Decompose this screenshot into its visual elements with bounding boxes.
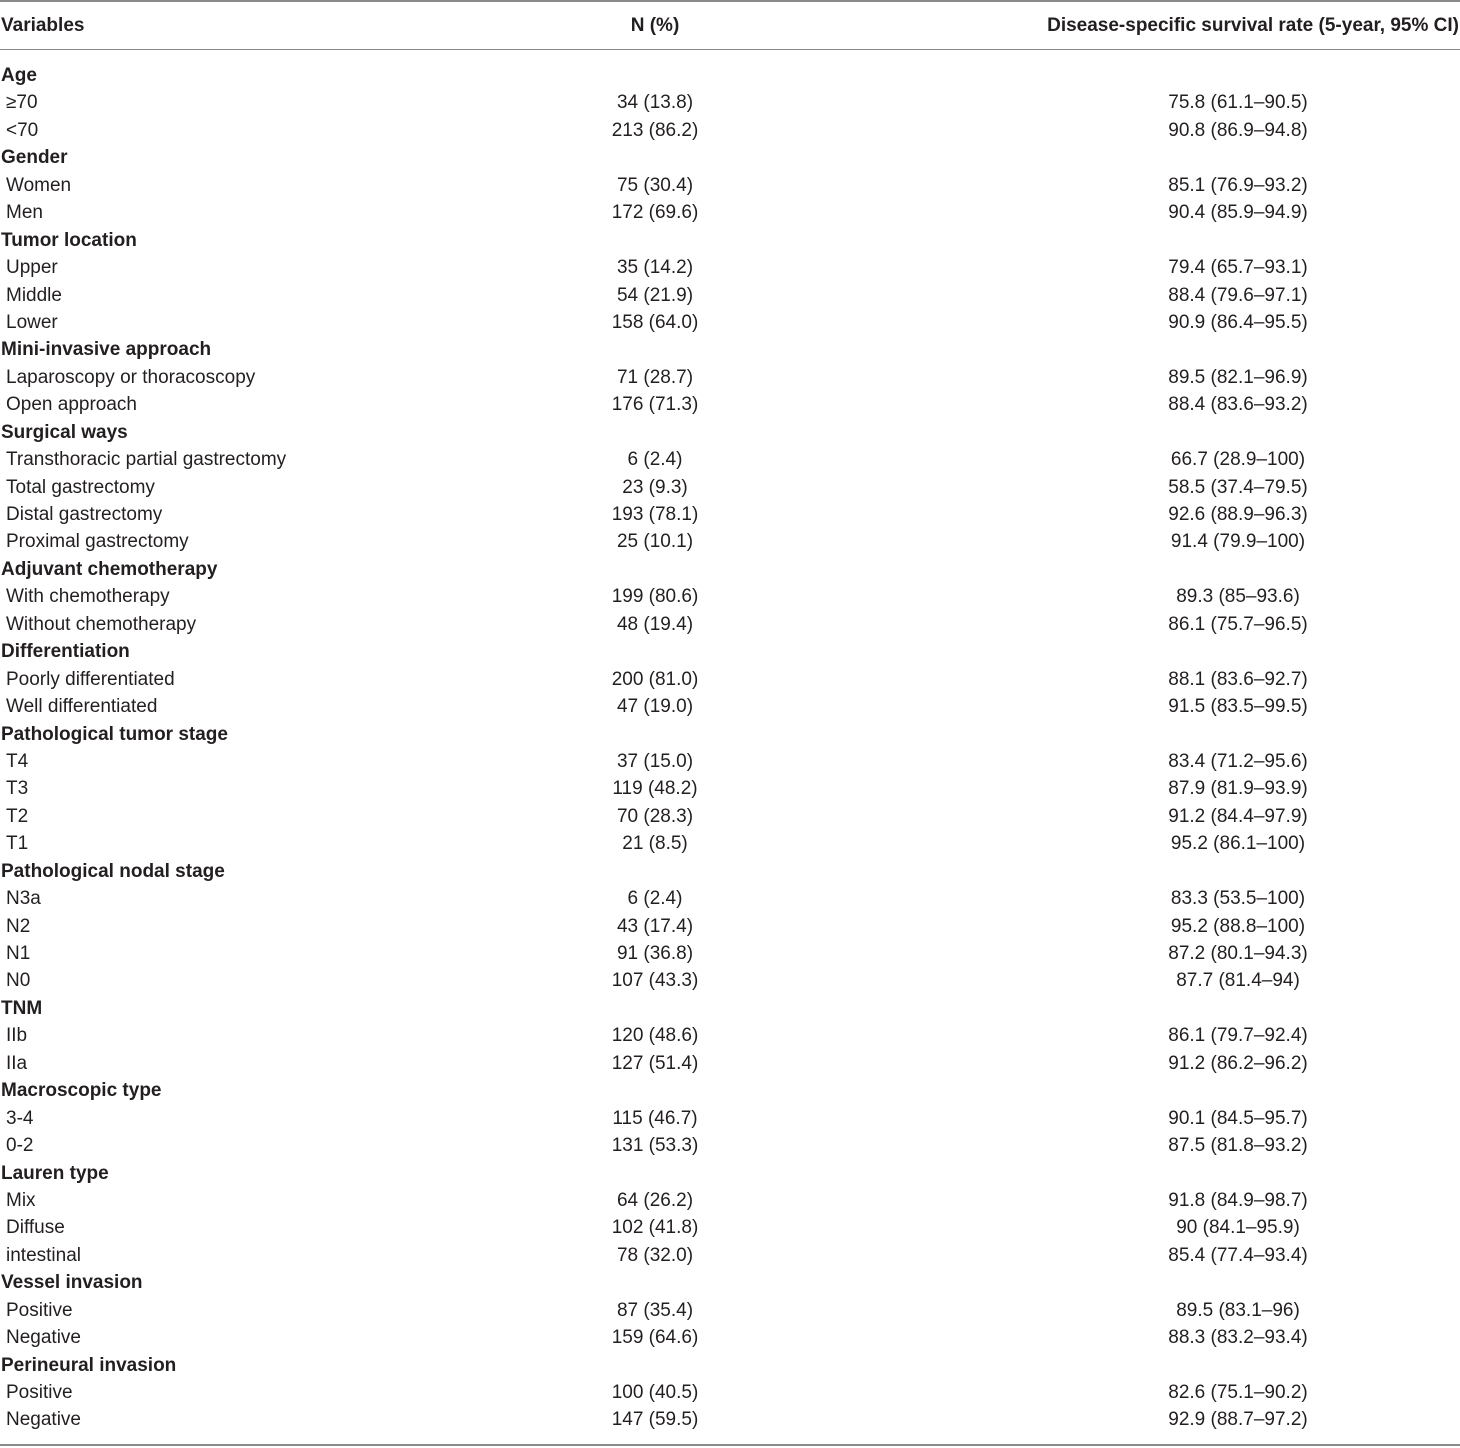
table-row bbox=[0, 913, 1460, 940]
table-header-rule bbox=[0, 49, 1460, 50]
row-label: ≥70 bbox=[6, 92, 38, 114]
row-dss: 88.1 (83.6–92.7) bbox=[1168, 668, 1308, 690]
group-row bbox=[0, 62, 1460, 89]
table-row bbox=[0, 885, 1460, 912]
group-row bbox=[0, 1269, 1460, 1296]
table-bottom-rule bbox=[0, 1444, 1460, 1446]
row-label: N3a bbox=[6, 888, 41, 910]
row-n-percent: 23 (9.3) bbox=[622, 476, 688, 498]
table-row bbox=[0, 117, 1460, 144]
row-label: Transthoracic partial gastrectomy bbox=[6, 449, 287, 471]
group-label: Lauren type bbox=[1, 1162, 109, 1184]
row-n-percent: 34 (13.8) bbox=[616, 92, 694, 114]
row-dss: 87.2 (80.1–94.3) bbox=[1168, 943, 1308, 964]
row-label: Positive bbox=[6, 1299, 73, 1321]
row-dss: 91.2 (86.2–96.2) bbox=[1168, 1052, 1308, 1074]
row-dss: 66.7 (28.9–100) bbox=[1170, 449, 1306, 471]
table-row bbox=[0, 583, 1460, 610]
table-row bbox=[0, 1187, 1460, 1214]
row-n-percent: 54 (21.9) bbox=[616, 284, 694, 306]
row-dss: 88.3 (83.2–93.4) bbox=[1168, 1327, 1308, 1349]
row-n-percent: 64 (26.2) bbox=[616, 1189, 694, 1211]
row-n-percent: 91 (36.8) bbox=[616, 943, 694, 964]
row-n-percent: 115 (46.7) bbox=[612, 1107, 698, 1129]
row-label: With chemotherapy bbox=[6, 586, 170, 608]
row-label: T4 bbox=[6, 750, 29, 772]
group-row bbox=[0, 227, 1460, 254]
table-row bbox=[0, 967, 1460, 994]
row-label: 0-2 bbox=[6, 1135, 34, 1157]
row-label: N1 bbox=[6, 943, 31, 964]
row-dss: 91.4 (79.9–100) bbox=[1170, 531, 1306, 553]
row-n-percent: 127 (51.4) bbox=[611, 1052, 699, 1074]
table-row bbox=[0, 830, 1460, 857]
row-n-percent: 102 (41.8) bbox=[611, 1217, 699, 1239]
row-n-percent: 70 (28.3) bbox=[616, 805, 694, 827]
row-dss: 87.5 (81.8–93.2) bbox=[1168, 1135, 1308, 1157]
group-label: Pathological nodal stage bbox=[1, 860, 225, 882]
row-dss: 88.4 (83.6–93.2) bbox=[1168, 394, 1308, 416]
row-n-percent: 176 (71.3) bbox=[611, 394, 699, 416]
row-n-percent: 159 (64.6) bbox=[611, 1327, 699, 1349]
table-row bbox=[0, 1324, 1460, 1351]
row-label: Negative bbox=[6, 1327, 81, 1349]
row-n-percent: 107 (43.3) bbox=[611, 970, 699, 992]
row-n-percent: 47 (19.0) bbox=[616, 696, 694, 718]
table-row bbox=[0, 1214, 1460, 1241]
row-dss: 89.5 (83.1–96) bbox=[1176, 1299, 1300, 1321]
group-label: TNM bbox=[1, 997, 43, 1019]
group-label: Tumor location bbox=[1, 229, 137, 251]
row-label: Without chemotherapy bbox=[6, 613, 197, 635]
row-n-percent: 43 (17.4) bbox=[616, 915, 694, 937]
row-label: N0 bbox=[6, 970, 31, 992]
row-label: Mix bbox=[6, 1189, 36, 1211]
row-label: T2 bbox=[6, 805, 29, 827]
row-n-percent: 87 (35.4) bbox=[616, 1299, 694, 1321]
group-row bbox=[0, 144, 1460, 171]
table-row bbox=[0, 666, 1460, 693]
group-row bbox=[0, 858, 1460, 885]
group-label: Pathological tumor stage bbox=[1, 723, 228, 745]
row-label: Laparoscopy or thoracoscopy bbox=[6, 366, 256, 388]
row-dss: 90.9 (86.4–95.5) bbox=[1168, 311, 1308, 333]
row-label: intestinal bbox=[6, 1244, 81, 1266]
row-n-percent: 6 (2.4) bbox=[627, 449, 683, 471]
table-row bbox=[0, 1406, 1460, 1433]
row-label: IIa bbox=[6, 1052, 28, 1074]
row-n-percent: 75 (30.4) bbox=[616, 174, 694, 196]
table-row bbox=[0, 748, 1460, 775]
table-row bbox=[0, 446, 1460, 473]
row-dss: 86.1 (79.7–92.4) bbox=[1168, 1025, 1308, 1047]
row-dss: 82.6 (75.1–90.2) bbox=[1168, 1382, 1308, 1403]
group-label: Surgical ways bbox=[1, 421, 128, 443]
row-label: Upper bbox=[6, 257, 58, 279]
row-label: <70 bbox=[6, 119, 39, 141]
table-header-row bbox=[0, 2, 1460, 49]
row-n-percent: 172 (69.6) bbox=[611, 202, 699, 224]
table-body bbox=[0, 62, 1460, 1434]
row-dss: 90.8 (86.9–94.8) bbox=[1168, 119, 1308, 141]
row-dss: 86.1 (75.7–96.5) bbox=[1168, 613, 1308, 635]
row-dss: 89.5 (82.1–96.9) bbox=[1168, 366, 1308, 388]
row-label: Total gastrectomy bbox=[6, 476, 155, 498]
table-row bbox=[0, 1022, 1460, 1049]
group-label: Vessel invasion bbox=[1, 1272, 143, 1294]
group-label: Gender bbox=[1, 147, 68, 169]
row-dss: 90.4 (85.9–94.9) bbox=[1168, 202, 1308, 224]
row-n-percent: 37 (15.0) bbox=[616, 750, 694, 772]
group-row bbox=[0, 1352, 1460, 1379]
row-dss: 95.2 (88.8–100) bbox=[1170, 915, 1306, 937]
row-n-percent: 100 (40.5) bbox=[611, 1382, 699, 1403]
group-label: Differentiation bbox=[1, 641, 130, 663]
table-row bbox=[0, 1105, 1460, 1132]
table-row bbox=[0, 474, 1460, 501]
row-n-percent: 120 (48.6) bbox=[611, 1025, 699, 1047]
row-dss: 91.2 (84.4–97.9) bbox=[1168, 805, 1308, 827]
group-row bbox=[0, 1160, 1460, 1187]
row-dss: 89.3 (85–93.6) bbox=[1176, 586, 1300, 608]
row-dss: 83.4 (71.2–95.6) bbox=[1168, 750, 1308, 772]
table-row bbox=[0, 172, 1460, 199]
row-dss: 92.9 (88.7–97.2) bbox=[1168, 1409, 1308, 1431]
group-row bbox=[0, 721, 1460, 748]
row-dss: 95.2 (86.1–100) bbox=[1170, 833, 1306, 855]
row-label: Distal gastrectomy bbox=[6, 504, 163, 525]
row-dss: 92.6 (88.9–96.3) bbox=[1168, 504, 1308, 525]
table-row bbox=[0, 309, 1460, 336]
group-row bbox=[0, 556, 1460, 583]
row-dss: 87.9 (81.9–93.9) bbox=[1168, 778, 1308, 800]
table-row bbox=[0, 1297, 1460, 1324]
header-variables: Variables bbox=[1, 15, 85, 36]
row-label: Negative bbox=[6, 1409, 81, 1431]
table-row bbox=[0, 940, 1460, 967]
row-dss: 88.4 (79.6–97.1) bbox=[1168, 284, 1308, 306]
row-label: 3-4 bbox=[6, 1107, 34, 1129]
row-n-percent: 131 (53.3) bbox=[611, 1135, 699, 1157]
table-row bbox=[0, 611, 1460, 638]
row-n-percent: 147 (59.5) bbox=[611, 1409, 699, 1431]
header-n-percent: N (%) bbox=[630, 15, 680, 36]
table-row bbox=[0, 528, 1460, 555]
row-n-percent: 48 (19.4) bbox=[616, 613, 694, 635]
row-label: Well differentiated bbox=[6, 696, 158, 718]
table-row bbox=[0, 1379, 1460, 1406]
row-label: Proximal gastrectomy bbox=[6, 531, 189, 553]
group-row bbox=[0, 1077, 1460, 1104]
row-label: T1 bbox=[6, 833, 29, 855]
table-row bbox=[0, 1242, 1460, 1269]
group-label: Age bbox=[1, 65, 37, 86]
row-n-percent: 6 (2.4) bbox=[627, 888, 683, 910]
row-dss: 85.1 (76.9–93.2) bbox=[1168, 174, 1308, 196]
group-label: Mini-invasive approach bbox=[1, 339, 212, 361]
row-n-percent: 158 (64.0) bbox=[611, 311, 699, 333]
table-row bbox=[0, 254, 1460, 281]
row-dss: 91.8 (84.9–98.7) bbox=[1168, 1189, 1308, 1211]
row-n-percent: 199 (80.6) bbox=[611, 586, 699, 608]
table-row bbox=[0, 775, 1460, 802]
row-dss: 83.3 (53.5–100) bbox=[1170, 888, 1306, 910]
row-label: Open approach bbox=[6, 394, 137, 416]
group-label: Macroscopic type bbox=[1, 1080, 162, 1102]
table-row bbox=[0, 89, 1460, 116]
row-dss: 75.8 (61.1–90.5) bbox=[1168, 92, 1308, 114]
row-n-percent: 35 (14.2) bbox=[616, 257, 694, 279]
row-dss: 87.7 (81.4–94) bbox=[1176, 970, 1300, 992]
row-n-percent: 71 (28.7) bbox=[616, 366, 694, 388]
row-label: IIb bbox=[6, 1025, 28, 1047]
group-row bbox=[0, 336, 1460, 363]
row-label: T3 bbox=[6, 778, 29, 800]
table-row bbox=[0, 364, 1460, 391]
table-row bbox=[0, 391, 1460, 418]
row-dss: 58.5 (37.4–79.5) bbox=[1168, 476, 1308, 498]
row-n-percent: 119 (48.2) bbox=[612, 778, 698, 800]
row-n-percent: 200 (81.0) bbox=[611, 668, 699, 690]
row-n-percent: 25 (10.1) bbox=[616, 531, 694, 553]
row-dss: 91.5 (83.5–99.5) bbox=[1168, 696, 1308, 718]
group-row bbox=[0, 995, 1460, 1022]
row-dss: 85.4 (77.4–93.4) bbox=[1168, 1244, 1308, 1266]
header-dss: Disease-specific survival rate (5-year, 95% CI) bbox=[1047, 15, 1459, 36]
row-label: N2 bbox=[6, 915, 31, 937]
row-n-percent: 193 (78.1) bbox=[611, 504, 699, 525]
row-label: Poorly differentiated bbox=[6, 668, 175, 690]
row-label: Men bbox=[6, 202, 43, 224]
row-n-percent: 78 (32.0) bbox=[616, 1244, 694, 1266]
row-label: Diffuse bbox=[6, 1217, 65, 1239]
table-row bbox=[0, 199, 1460, 226]
table-row bbox=[0, 1050, 1460, 1077]
row-label: Middle bbox=[6, 284, 62, 306]
table-row bbox=[0, 693, 1460, 720]
table-row bbox=[0, 282, 1460, 309]
row-n-percent: 213 (86.2) bbox=[611, 119, 699, 141]
row-label: Positive bbox=[6, 1382, 73, 1403]
group-label: Adjuvant chemotherapy bbox=[1, 558, 218, 580]
row-label: Women bbox=[6, 174, 72, 196]
group-label: Perineural invasion bbox=[1, 1354, 177, 1376]
group-row bbox=[0, 638, 1460, 665]
row-dss: 79.4 (65.7–93.1) bbox=[1168, 257, 1308, 279]
table-row bbox=[0, 803, 1460, 830]
group-row bbox=[0, 419, 1460, 446]
row-label: Lower bbox=[6, 311, 58, 333]
row-dss: 90.1 (84.5–95.7) bbox=[1168, 1107, 1308, 1129]
row-n-percent: 21 (8.5) bbox=[622, 833, 688, 855]
row-dss: 90 (84.1–95.9) bbox=[1176, 1217, 1300, 1239]
table-row bbox=[0, 501, 1460, 528]
table-row bbox=[0, 1132, 1460, 1159]
